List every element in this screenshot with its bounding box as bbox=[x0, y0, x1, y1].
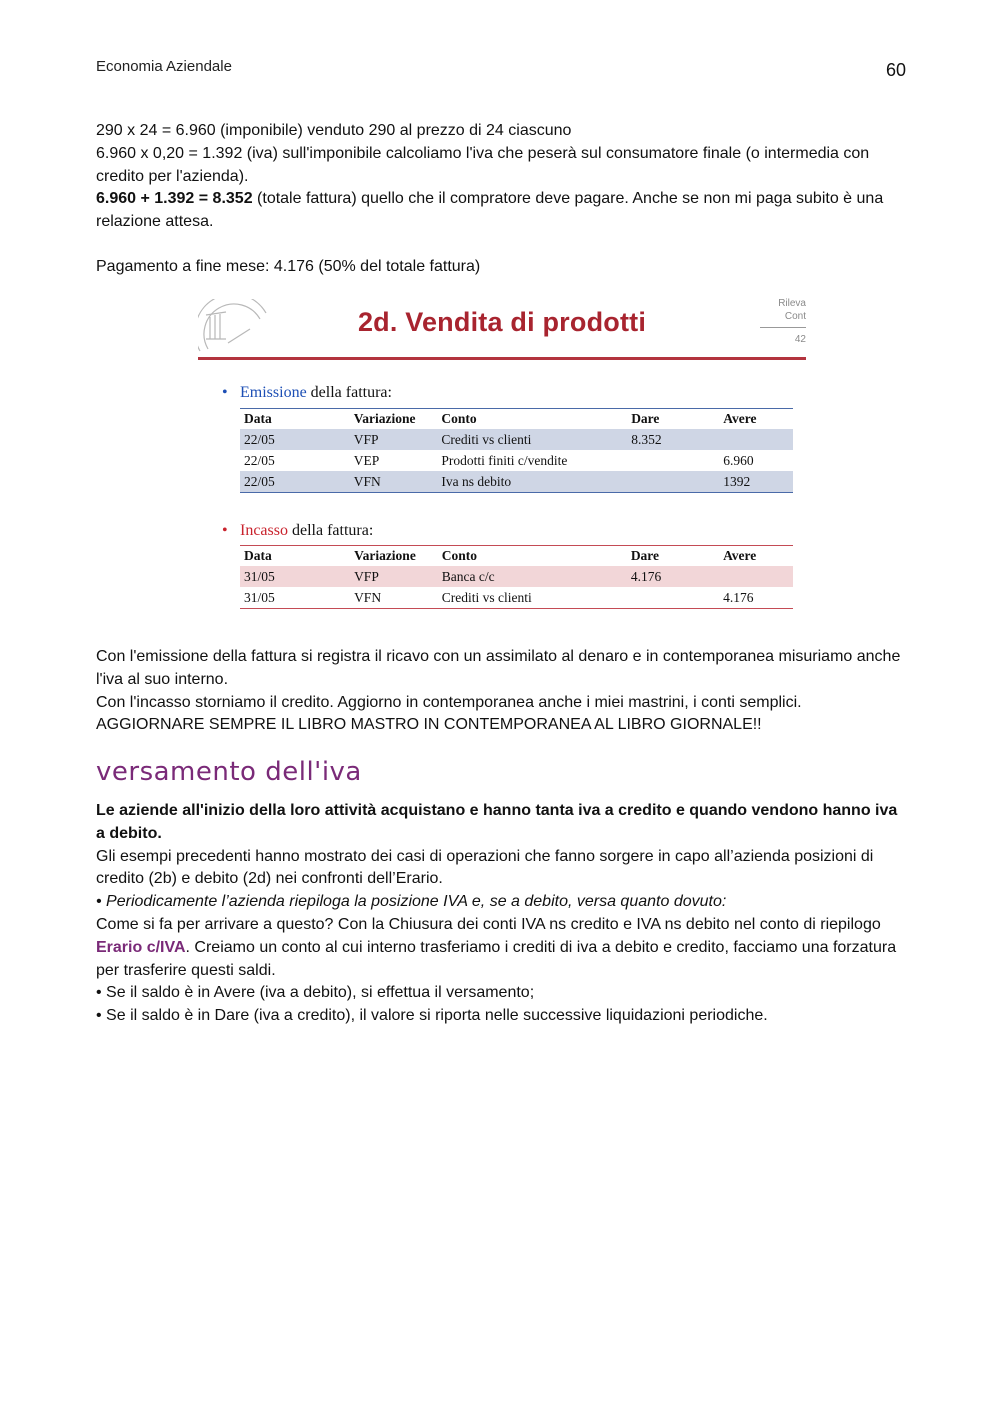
emissione-table bbox=[240, 408, 793, 493]
table-cell: 1392 bbox=[719, 471, 793, 493]
explanation-block bbox=[96, 646, 906, 737]
table-cell: Crediti vs clienti bbox=[441, 589, 532, 605]
table-cell: Prodotti finiti c/vendite bbox=[441, 452, 568, 468]
list-item: • Se il saldo è in Dare (iva a credito), il valore si riporta nelle successive liquidazioni periodiche. bbox=[96, 1007, 768, 1025]
section-bold-intro: Le aziende all'inizio della loro attività acquistano e hanno tanta iva a credito e quando vendono hanno iva a debito. bbox=[96, 802, 898, 842]
table-cell bbox=[627, 587, 719, 609]
table-cell: VFN bbox=[350, 471, 438, 493]
table-cell: VFP bbox=[350, 429, 438, 450]
erario-text-after: . Creiamo un conto al cui interno trasferiamo i crediti di iva a debito e credito, facciamo una forzatura per trasferire questi saldi. bbox=[96, 938, 897, 979]
column-header: Dare bbox=[631, 411, 660, 426]
bullet-icon: • bbox=[222, 522, 228, 539]
table-cell: Iva ns debito bbox=[437, 471, 627, 493]
corner-text-1: Rileva bbox=[778, 298, 806, 309]
slide-title: 2d. Vendita di prodotti bbox=[357, 307, 647, 337]
erario-text-before: Come si fa per arrivare a questo? Con la Chiusura dei conti IVA ns credito e IVA ns debito nel conto di riepilogo bbox=[96, 915, 881, 933]
slide-image bbox=[198, 297, 806, 615]
incasso-keyword: Incasso bbox=[240, 522, 288, 539]
table-cell: 31/05 bbox=[244, 589, 275, 605]
table-cell bbox=[719, 429, 793, 450]
table-cell: 4.176 bbox=[723, 589, 754, 605]
slide-title-rule bbox=[198, 357, 806, 360]
table-cell: VFP bbox=[350, 566, 438, 587]
table-cell bbox=[627, 471, 719, 493]
column-header: Data bbox=[244, 411, 272, 426]
incasso-table bbox=[240, 545, 793, 609]
table-cell: 4.176 bbox=[627, 566, 719, 587]
table-cell: 8.352 bbox=[627, 429, 719, 450]
calc-line-iva: 6.960 x 0,20 = 1.392 (iva) sull'imponibile calcoliamo l'iva che peserà sul consumatore finale (o intermedia con credito per l'azienda). bbox=[96, 144, 870, 185]
bullet-icon: • bbox=[222, 384, 228, 401]
column-header: Avere bbox=[723, 548, 757, 563]
column-header: Variazione bbox=[354, 548, 416, 563]
payment-line: Pagamento a fine mese: 4.176 (50% del totale fattura) bbox=[96, 257, 481, 275]
list-item: • Se il saldo è in Avere (iva a debito), si effettua il versamento; bbox=[96, 984, 535, 1002]
table-cell: 22/05 bbox=[244, 452, 275, 468]
erario-highlight: Erario c/IVA bbox=[96, 938, 186, 956]
table-row bbox=[240, 471, 793, 493]
page-number: 60 bbox=[885, 60, 906, 80]
table-cell: 22/05 bbox=[240, 429, 350, 450]
calc-line-imponibile: 290 x 24 = 6.960 (imponibile) venduto 290 al prezzo di 24 ciascuno bbox=[96, 122, 572, 139]
corner-number: 42 bbox=[794, 334, 806, 345]
column-header: Variazione bbox=[353, 411, 416, 426]
emissione-explanation: Con l'emissione della fattura si registra il ricavo con un assimilato al denaro e in contemporanea misuriamo anche l'iva al suo interno. bbox=[96, 648, 901, 688]
italic-bullet: • Periodicamente l’azienda riepiloga la posizione IVA e, se a debito, versa quanto dovuto: bbox=[96, 893, 727, 911]
incasso-explanation: Con l'incasso storniamo il credito. Aggiorno in contemporanea anche i miei mastrini, i conti semplici. bbox=[96, 693, 802, 711]
corner-text-2: Cont bbox=[784, 311, 806, 322]
table-cell: VEP bbox=[353, 452, 380, 468]
totale-formula: 6.960 + 1.392 = 8.352 bbox=[96, 190, 253, 208]
table-cell: Crediti vs clienti bbox=[437, 429, 627, 450]
table-cell: Banca c/c bbox=[438, 566, 627, 587]
section-body bbox=[96, 800, 906, 1028]
totale-explanation: (totale fattura) quello che il compratore deve pagare. Anche se non mi paga subito è una relazione attesa. bbox=[96, 190, 884, 231]
table-row bbox=[240, 587, 793, 609]
incasso-heading bbox=[222, 522, 373, 540]
table-cell: 6.960 bbox=[723, 452, 754, 468]
table-row bbox=[240, 429, 793, 450]
table-cell: 22/05 bbox=[240, 471, 350, 493]
column-header: Avere bbox=[723, 411, 757, 426]
section-heading: versamento dell'iva bbox=[96, 757, 362, 787]
table-cell: 31/05 bbox=[240, 566, 350, 587]
column-header: Data bbox=[244, 548, 272, 563]
table-cell bbox=[719, 566, 793, 587]
table-header-row bbox=[240, 546, 793, 567]
intro-block bbox=[96, 120, 906, 279]
table-row bbox=[240, 450, 793, 471]
slide-corner-tag bbox=[758, 297, 806, 346]
column-header: Conto bbox=[441, 411, 477, 426]
calc-line-totale bbox=[96, 188, 906, 234]
emissione-keyword: Emissione bbox=[240, 384, 307, 401]
table-row bbox=[240, 566, 793, 587]
running-header: Economia Aziendale bbox=[96, 58, 232, 75]
incasso-rest: della fattura: bbox=[287, 522, 374, 539]
column-header: Conto bbox=[441, 548, 478, 563]
emissione-rest: della fattura: bbox=[306, 384, 392, 401]
reminder-text: AGGIORNARE SEMPRE IL LIBRO MASTRO IN CONTEMPORANEA AL LIBRO GIORNALE!! bbox=[96, 716, 762, 734]
section-paragraph-erario bbox=[96, 914, 906, 982]
column-header: Dare bbox=[630, 548, 660, 563]
emissione-heading bbox=[222, 384, 392, 402]
table-header-row bbox=[240, 409, 793, 430]
table-cell bbox=[627, 450, 719, 471]
table-cell: VFN bbox=[354, 589, 382, 605]
section-paragraph: Gli esempi precedenti hanno mostrato dei casi di operazioni che fanno sorgere in capo all’azienda posizioni di credito (2b) e debito (2d) nei confronti dell’Erario. bbox=[96, 847, 874, 888]
